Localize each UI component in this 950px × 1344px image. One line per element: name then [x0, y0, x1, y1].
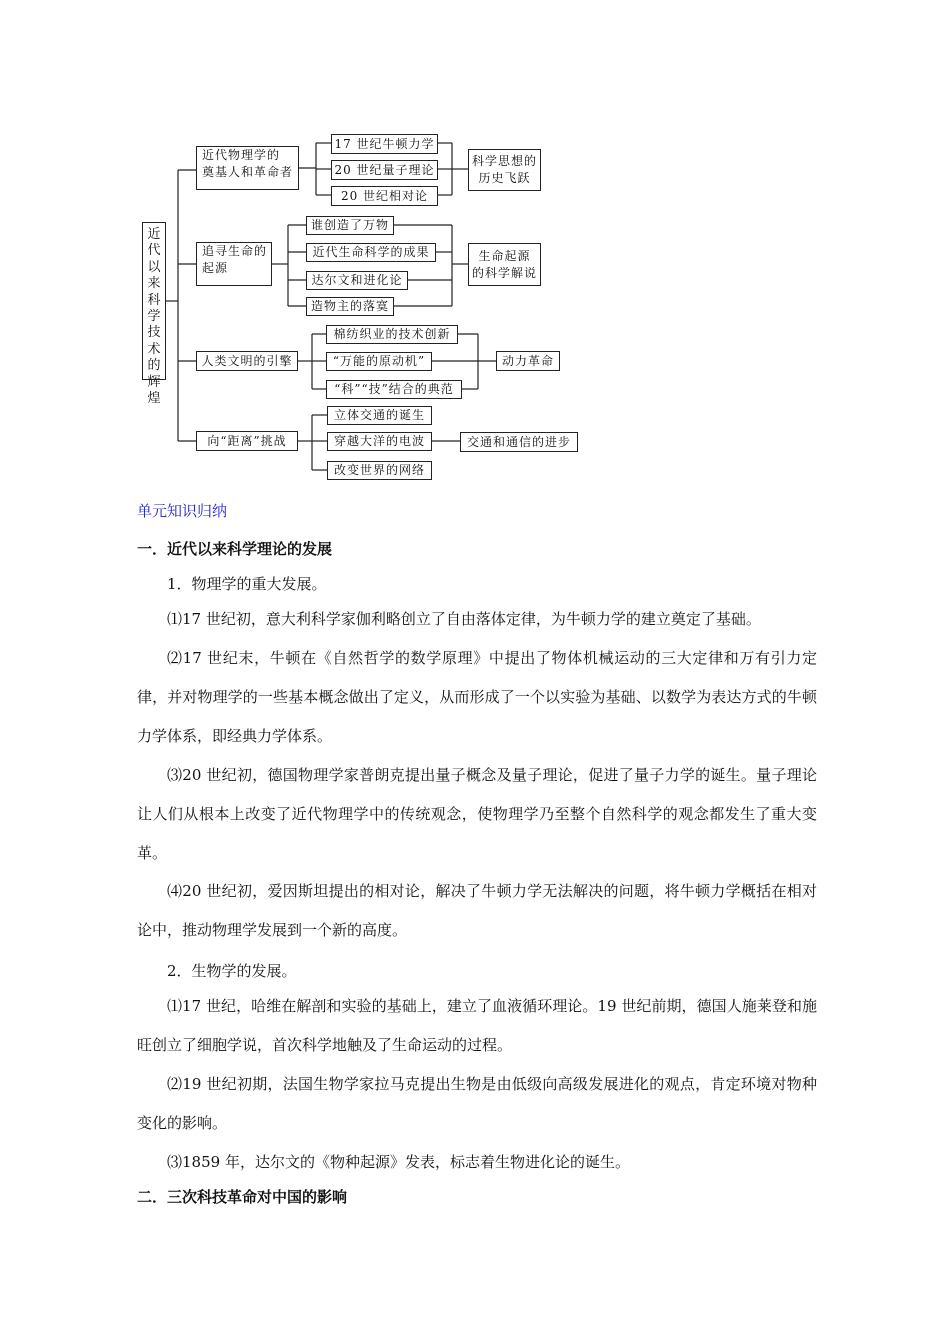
item-newton-mechanics: 17 世纪牛顿力学	[331, 134, 438, 154]
branch-distance: 向“距离”挑战	[196, 431, 298, 451]
branch-engine: 人类文明的引擎	[196, 351, 298, 371]
result-power-revolution: 动力革命	[496, 351, 560, 371]
result-line: 的科学解说	[471, 265, 537, 280]
result-life-origin	[468, 243, 541, 286]
result-scientific-leap	[468, 149, 541, 191]
item-textile: 棉纺织业的技术创新	[326, 325, 458, 344]
root-char: 近	[147, 227, 161, 242]
paragraph-darwin: ⑶1859 年，达尔文的《物种起源》发表，标志着生物进化论的诞生。	[167, 1153, 630, 1171]
branch-label-line: 起源	[202, 261, 229, 275]
paragraph-lamarck: ⑵19 世纪初期，法国生物学家拉马克提出生物是由低级向高级发展进化的观点，肯定环境对物种变化的影响。	[137, 1075, 817, 1132]
result-line: 科学思想的	[471, 154, 537, 168]
root-char: 煌	[147, 391, 161, 407]
result-transport-progress: 交通和通信的进步	[460, 432, 578, 452]
root-char: 科	[147, 292, 161, 308]
root-char: 术	[147, 341, 161, 357]
item-relativity: 20 世纪相对论	[331, 186, 438, 206]
root-char: 以	[147, 259, 161, 275]
root-char: 的	[147, 358, 161, 374]
root-char: 辉	[147, 374, 161, 390]
item-quantum-theory: 20 世纪量子理论	[331, 160, 438, 180]
subheading-physics: 1．物理学的重大发展。	[167, 575, 327, 593]
paragraph-harvey: ⑴17 世纪，哈维在解剖和实验的基础上，建立了血液循环理论。19 世纪前期，德国人施莱登和施旺创立了细胞学说，首次科学地触及了生命运动的过程。	[137, 997, 817, 1054]
result-line: 历史飞跃	[478, 171, 531, 185]
root-node	[142, 222, 166, 407]
paragraph-newton: ⑵17 世纪末，牛顿在《自然哲学的数学原理》中提出了物体机械运动的三大定律和万有引力定律，并对物理学的一些基本概念做出了定义，从而形成了一个以实验为基础、以数学为表达方式的牛顿力学体系，即经典力学体系。	[137, 649, 817, 745]
item-sci-tech: “科”“技”结合的典范	[326, 380, 462, 399]
item-life-science: 近代生命科学的成果	[306, 243, 436, 262]
root-char: 学	[147, 309, 161, 325]
branch-physics	[196, 146, 299, 190]
item-network: 改变世界的网络	[327, 461, 432, 480]
paragraph-einstein: ⑷20 世纪初，爱因斯坦提出的相对论，解决了牛顿力学无法解决的问题，将牛顿力学概括在相对论中，推动物理学发展到一个新的高度。	[137, 882, 817, 939]
paragraph-galileo: ⑴17 世纪初，意大利科学家伽利略创立了自由落体定律，为牛顿力学的建立奠定了基础。	[167, 610, 761, 628]
result-line: 生命起源	[478, 248, 531, 263]
heading-science-theory: 一．近代以来科学理论的发展	[137, 540, 333, 558]
item-darwin: 达尔文和进化论	[306, 271, 408, 290]
subheading-biology: 2．生物学的发展。	[167, 962, 297, 980]
item-transport: 立体交通的诞生	[327, 406, 432, 425]
root-char: 来	[147, 276, 161, 292]
branch-label-line: 近代物理学的	[202, 148, 281, 162]
root-char: 代	[147, 243, 161, 259]
branch-label-line: 追寻生命的	[202, 244, 268, 258]
item-radio-waves: 穿越大洋的电波	[327, 432, 432, 451]
branch-label-line: 奠基人和革命者	[202, 165, 294, 179]
item-who-created: 谁创造了万物	[306, 216, 394, 235]
section-title[interactable]: 单元知识归纳	[137, 502, 228, 520]
concept-map	[0, 0, 950, 500]
heading-tech-revolutions: 二．三次科技革命对中国的影响	[137, 1188, 348, 1206]
item-creator-decline: 造物主的落寞	[306, 297, 394, 316]
branch-origin-of-life	[196, 242, 272, 286]
paragraph-planck: ⑶20 世纪初，德国物理学家普朗克提出量子概念及量子理论，促进了量子力学的诞生。量子理论让人们从根本上改变了近代物理学中的传统观念，使物理学乃至整个自然科学的观念都发生了重大变革。	[137, 766, 817, 862]
root-char: 技	[147, 325, 161, 341]
item-prime-mover: “万能的原动机”	[326, 352, 432, 371]
